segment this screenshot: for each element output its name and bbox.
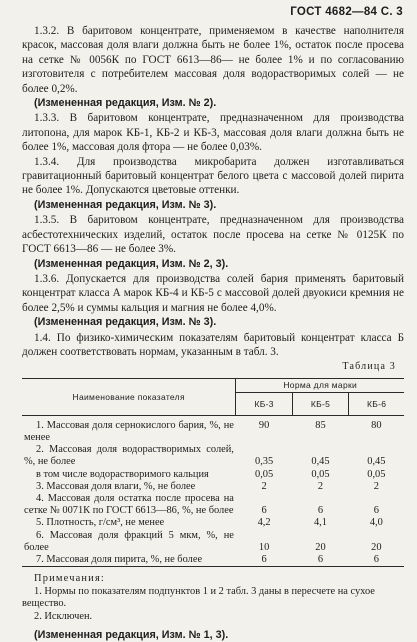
- edition-note: (Измененная редакция, Изм. № 3).: [34, 198, 217, 211]
- note-2: 2. Исключен.: [34, 610, 93, 622]
- norm-value: 6: [261, 505, 267, 517]
- norm-value: 0,45: [311, 456, 330, 468]
- column-header-grade: КБ-6: [349, 392, 404, 415]
- indicator-name: 7. Массовая доля пирита, %, не более: [22, 554, 236, 567]
- paragraph-1-3-3: 1.3.3. В баритовом концентрате, предназначенном для производства литопона, для марок КБ-1, КБ-2 и КБ-3, массовая доля влаги должна быть не более 1%, массовая доля фтора — не более 0,03%.: [22, 112, 404, 154]
- norm-value: 80: [371, 419, 382, 431]
- norm-value: 20: [371, 541, 382, 553]
- norm-value: 0,05: [311, 468, 330, 480]
- column-header-norm: Норма для марки: [236, 378, 404, 392]
- norm-value: 2: [261, 480, 267, 492]
- norm-value: 6: [317, 505, 324, 517]
- paragraph-1-3-2: 1.3.2. В баритовом концентрате, применяемом в качестве наполнителя красок, массовая доля влаги должна быть не более 1%, остаток после просева на сетке № 0056К по ГОСТ 6613—86— не более 1% и по согласованию изготовителя с потребителем массовая доля водорастворимых солей — не более 0,2%.: [22, 25, 404, 95]
- indicator-name: 3. Массовая доля влаги, %, не более: [36, 480, 196, 492]
- column-header-indicator: Наименование показателя: [22, 378, 236, 415]
- norm-value: 85: [315, 419, 326, 431]
- column-header-grade: КБ-3: [236, 392, 292, 415]
- norm-value: 0,05: [367, 468, 386, 480]
- column-header-grade: КБ-5: [292, 392, 348, 415]
- table-row: [22, 469, 404, 481]
- indicator-name: 2. Массовая доля водорастворимых солей, %, не более: [24, 444, 234, 468]
- norm-value: 4,2: [257, 517, 271, 529]
- norm-value: 0,35: [255, 456, 274, 468]
- norm-value: 2: [373, 480, 379, 492]
- paragraph-1-4: 1.4. По физико-химическим показателям баритовый концентрат класса Б должен соответствовать нормам, указанным в табл. 3.: [22, 331, 404, 358]
- norm-value: 0,05: [255, 468, 274, 480]
- paragraph-1-3-4: 1.3.4. Для производства микробарита должен изготавливаться гравитационный баритовый концентрат белого цвета с массовой долей пирита не более 1%. Допускаются цветовые оттенки.: [22, 155, 404, 197]
- edition-note: (Измененная редакция, Изм. № 3).: [34, 316, 217, 329]
- norm-value: 10: [258, 541, 270, 553]
- table-notes: [22, 573, 404, 623]
- table-row: [22, 493, 404, 517]
- norm-value: 90: [258, 419, 270, 431]
- table-row: [22, 481, 404, 493]
- indicator-name: в том числе водорастворимого кальция: [36, 468, 209, 480]
- paragraph-1-3-6: 1.3.6. Допускается для производства солей бария применять баритовый концентрат класса А марок КБ-4 и КБ-5 с массовой долей двуокиси кремния не более 2,5% и суммы кальция и магния не более 4,0%.: [22, 272, 404, 314]
- paragraph-1-3-5: 1.3.5. В баритовом концентрате, предназначенном для производства асбестотехнических изделий, остаток после просева на сетке № 0125К по ГОСТ 6613—86 — не более 3%.: [22, 214, 404, 256]
- table-row: [22, 554, 404, 567]
- indicator-name: 1. Массовая доля сернокислого бария, %, не менее: [24, 419, 234, 443]
- table-row: [22, 444, 404, 468]
- norm-value: 6: [292, 554, 348, 567]
- norm-value: 4,0: [369, 517, 383, 529]
- indicator-name: 6. Массовая доля фракций 5 мкм, %, не более: [24, 529, 234, 553]
- norm-value: 20: [315, 541, 326, 553]
- table-row: [22, 530, 404, 554]
- edition-note: (Измененная редакция, Изм. № 2).: [34, 97, 217, 110]
- indicator-name: 4. Массовая доля остатка после просева на сетке № 0071К по ГОСТ 6613—86, %, не более: [24, 492, 234, 517]
- norm-value: 6: [349, 554, 404, 567]
- norm-value: 0,45: [367, 456, 386, 468]
- edition-note: (Измененная редакция, Изм. № 2, 3).: [34, 257, 229, 270]
- page-header: ГОСТ 4682—84 С. 3: [290, 6, 403, 18]
- edition-note-final: (Измененная редакция, Изм. № 1, 3).: [34, 628, 229, 641]
- norm-value: 4,1: [313, 517, 327, 529]
- table-3: [22, 378, 404, 567]
- indicator-name: 5. Плотность, г/см³, не менее: [36, 517, 165, 529]
- table-row: [22, 415, 404, 444]
- norm-value: 2: [317, 480, 324, 492]
- norm-value: 6: [236, 554, 292, 567]
- norm-value: 6: [373, 505, 379, 517]
- table-row: [22, 517, 404, 529]
- note-1: 1. Нормы по показателям подпунктов 1 и 2 табл. 3 даны в пересчете на сухое вещество.: [22, 585, 375, 610]
- table-caption: Таблица 3: [342, 361, 396, 373]
- notes-title: Примечания:: [34, 573, 106, 585]
- document-body: [22, 24, 404, 642]
